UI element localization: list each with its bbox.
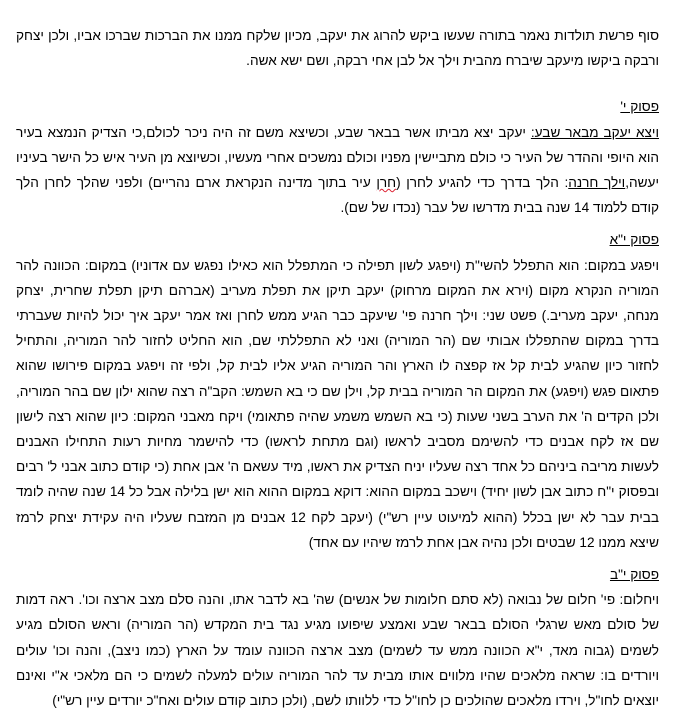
verse-11-title: פסוק י"א	[609, 232, 659, 248]
verse-12-commentary: ויחלום: פי' חלום של נבואה (לא סתם חלומות של אנשים) שה' בא לדבר אתו, והנה סלם מצב ארצה וכו'. ראה דמות של סולם מאש שרגלי הסולם בבאר שבע ואמצע שיפועו מגיע נגד בית המקדש (הר המוריה) וראש הסולם מגיע לשמים (גבוה מאד, י"א הכוונה ממש עד לשמים) מצב ארצה הכוונה עומד על הארץ (כמו ניצב), והנה וכו' עולים ויורדים בו: שראה מלאכים שהיו מלווים אותו מבית עד להר המוריה עולים למעלה לשמים כי הם מלאכי א"י ואינם יוצאים לחו"ל, וירדו מלאכים שהולכים כן לחו"ל כדי ללוותו לשם, (ולכן כתוב קודם עולים ואח"כ יורדים עיין רש"י)	[16, 592, 659, 709]
verse-10-title: פסוק י'	[620, 99, 659, 115]
verse-10-text-2: : הלך בדרך כדי להגיע לחרן (	[396, 175, 569, 191]
intro-paragraph: סוף פרשת תולדות נאמר בתורה שעשו ביקש להרוג את יעקב, מכיון שלקח ממנו את הברכות שברכו אביו, ולכן יצחק ורבקה ביקשו מיעקב שיברח מהבית וילך אל לבן אחי רבקה, ושם ישא אשה.	[16, 28, 659, 69]
verse-10-text-3: עיר בתוך מדינה הנקראת ארם נהריים) ולפני שהלך לחרן הלך קודם ללמוד 14 שנה בבית מדרשו של עבר (נכדו של שם).	[16, 175, 659, 216]
verse-10-haran-word: חרן	[376, 175, 397, 191]
verse-12-title: פסוק י"ב	[609, 567, 659, 583]
verse-10-heading: ויצא יעקב מבאר שבע:	[530, 124, 659, 140]
verse-10-text: יעקב יצא מביתו אשר בבאר שבע, וכשיצא משם זה היה ניכר לכולם,כי הצדיק הנמצא בעיר הוא היופי וההדר של העיר כי כולם מתביישין מפניו וכולם נמשכים אחרי מעשיו, וכשיוצא מן העיר איש כל הישר בעיניו יעשה,	[16, 124, 659, 191]
verse-10-heading-2: וילך חרנה	[568, 175, 626, 191]
verse-10-commentary	[16, 120, 659, 221]
verse-11-commentary: ויפגע במקום: הוא התפלל להשי"ת (ויפגע לשון תפילה כי המתפלל הוא כאילו נפגש עם אדוניו) במקום: הכוונה להר המוריה הנקרא מקום (וירא את המקום מרחוק) יעקב תיקן את תפלת מעריב (אברהם תיקן תפלת שחרית, יצחק מנחה, יעקב מעריב.) פשט שני: וילך חרנה פי' שיעקב כבר הגיע ממש לחרן ואז אמר יעקב איך יכול להיות שעברתי בדרך במקום שהתפללו אבותי שם (הר המוריה) ואני לא התפללתי שם, הוא החליט לחזור להר המוריה, והתחיל לחזור כיון שהגיע לבית קל אז קפצה לו הארץ והר המוריה הגיע אליו לבית קל, ולפי זה ויפגע במקום פירושו שהוא פתאום פגש (ויפגע) את המקום הר המוריה בבית קל, וילן שם כי בא השמש: הקב"ה רצה שהוא ילון שם בהר המוריה, ולכן הקדים ה' את הערב בשני שעות (כי בא השמש משמע שהיה פתאומי) ויקח מאבני המקום: כיון שהוא רצה לישון שם אז לקח אבנים כדי להשימם מסביב לראשו (וגם מתחת לראשו) כדי להישמר מחיות רעות התחילו האבנים לעשות מריבה ביניהם כל אחד רצה שעליו יניח הצדיק את ראשו, מיד עשאם ה' אבן אחת (כי קודם כתוב אבני ל' רבים ובפסוק י"ח כתוב אבן לשון יחיד) וישכב במקום ההוא: דוקא במקום ההוא הוא ישן בלילה אבל כל 14 שנה שהיה לומד בבית עבר לא ישן בכלל (ההוא למיעוט עיין רש"י) (יעקב לקח 12 אבנים מן המזבח שעליו היה עקידת יצחק לרמז שיצא ממנו 12 שבטים ולכן נהיה אבן אחת לרמז שיהיו עם אחד)	[16, 257, 660, 550]
